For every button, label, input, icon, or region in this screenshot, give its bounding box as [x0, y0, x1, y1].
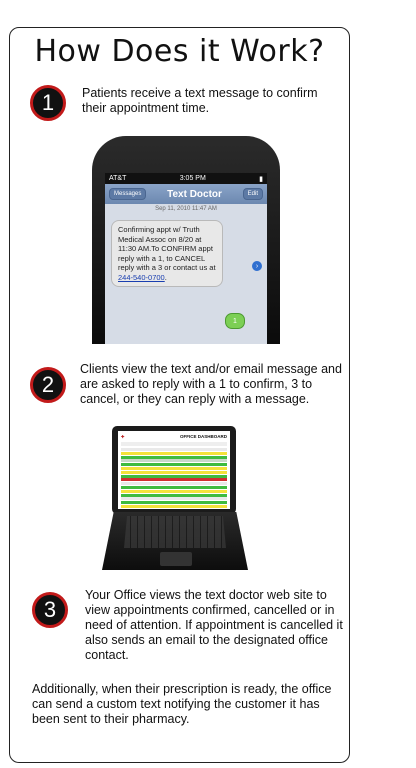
edit-button[interactable]: Edit: [243, 188, 263, 200]
dashboard-row: [121, 486, 227, 489]
laptop-lid: [112, 426, 236, 514]
info-card: [9, 27, 350, 763]
phone-number-link[interactable]: 244-540-0700: [118, 272, 165, 282]
contact-name: Text Doctor: [167, 188, 222, 200]
dashboard-rows: [121, 448, 227, 508]
dashboard-row: [121, 501, 227, 504]
message-bubble: [111, 220, 223, 287]
dashboard-row: [121, 452, 227, 455]
dashboard-row: [121, 475, 227, 478]
footer-text: Additionally, when their prescription is ready, the office can send a custom text notifying the customer it has been sent to their pharmacy.: [32, 682, 332, 726]
dashboard-header: [118, 431, 230, 442]
reply-bubble: 1: [225, 313, 245, 329]
dashboard-row: [121, 459, 227, 462]
message-timestamp: Sep 11, 2010 11:47 AM: [155, 206, 217, 212]
chevron-right-icon[interactable]: ›: [252, 261, 262, 271]
dashboard-row: [121, 494, 227, 497]
message-end: .: [164, 272, 167, 282]
battery-icon: ▮: [259, 175, 263, 183]
step-1-text: Patients receive a text message to confirm their appointment time.: [82, 86, 318, 115]
dashboard-row: [121, 505, 227, 508]
phone-illustration: [92, 136, 280, 344]
message-text: Confirming appt w/ Truth Medical Assoc on 8/20 at 11:30 AM.To CONFIRM appt reply with a 1, to CANCEL reply with a 3 or contact us at: [118, 225, 216, 272]
phone-screen: [105, 173, 267, 344]
step-3-text: Your Office views the text doctor web site to view appointments confirmed, cancelled or in need of attention. If appointment is cancelled it also sends an email to the designated office contact.: [85, 588, 343, 662]
step-2-text: Clients view the text and/or email message and are asked to reply with a 1 to confirm, 3 to cancel, or they can reply with a message.: [80, 362, 342, 406]
carrier-label: AT&T: [109, 175, 127, 182]
dashboard-screen: [118, 431, 230, 509]
dashboard-row: [121, 482, 227, 485]
phone-status-bar: [105, 173, 267, 184]
step-3-badge: 3: [32, 592, 68, 628]
dashboard-legend: [121, 442, 227, 446]
clock-label: 3:05 PM: [179, 175, 206, 182]
page-title: How Does it Work?: [34, 34, 325, 69]
messages-back-button[interactable]: Messages: [109, 188, 146, 200]
laptop-illustration: [102, 426, 248, 576]
dashboard-title: OFFICE DASHBOARD: [180, 434, 227, 439]
dashboard-row: [121, 497, 227, 500]
dashboard-row: [121, 456, 227, 459]
dashboard-row: [121, 471, 227, 474]
laptop-trackpad: [160, 552, 192, 566]
step-1-badge: 1: [30, 85, 66, 121]
phone-nav-bar: [105, 184, 267, 204]
dashboard-row: [121, 463, 227, 466]
laptop-keyboard: [124, 516, 226, 548]
dashboard-row: [121, 478, 227, 481]
step-2-badge: 2: [30, 367, 66, 403]
dashboard-row: [121, 490, 227, 493]
text-doctor-logo: ✚: [121, 434, 125, 439]
dashboard-row: [121, 448, 227, 451]
dashboard-row: [121, 467, 227, 470]
